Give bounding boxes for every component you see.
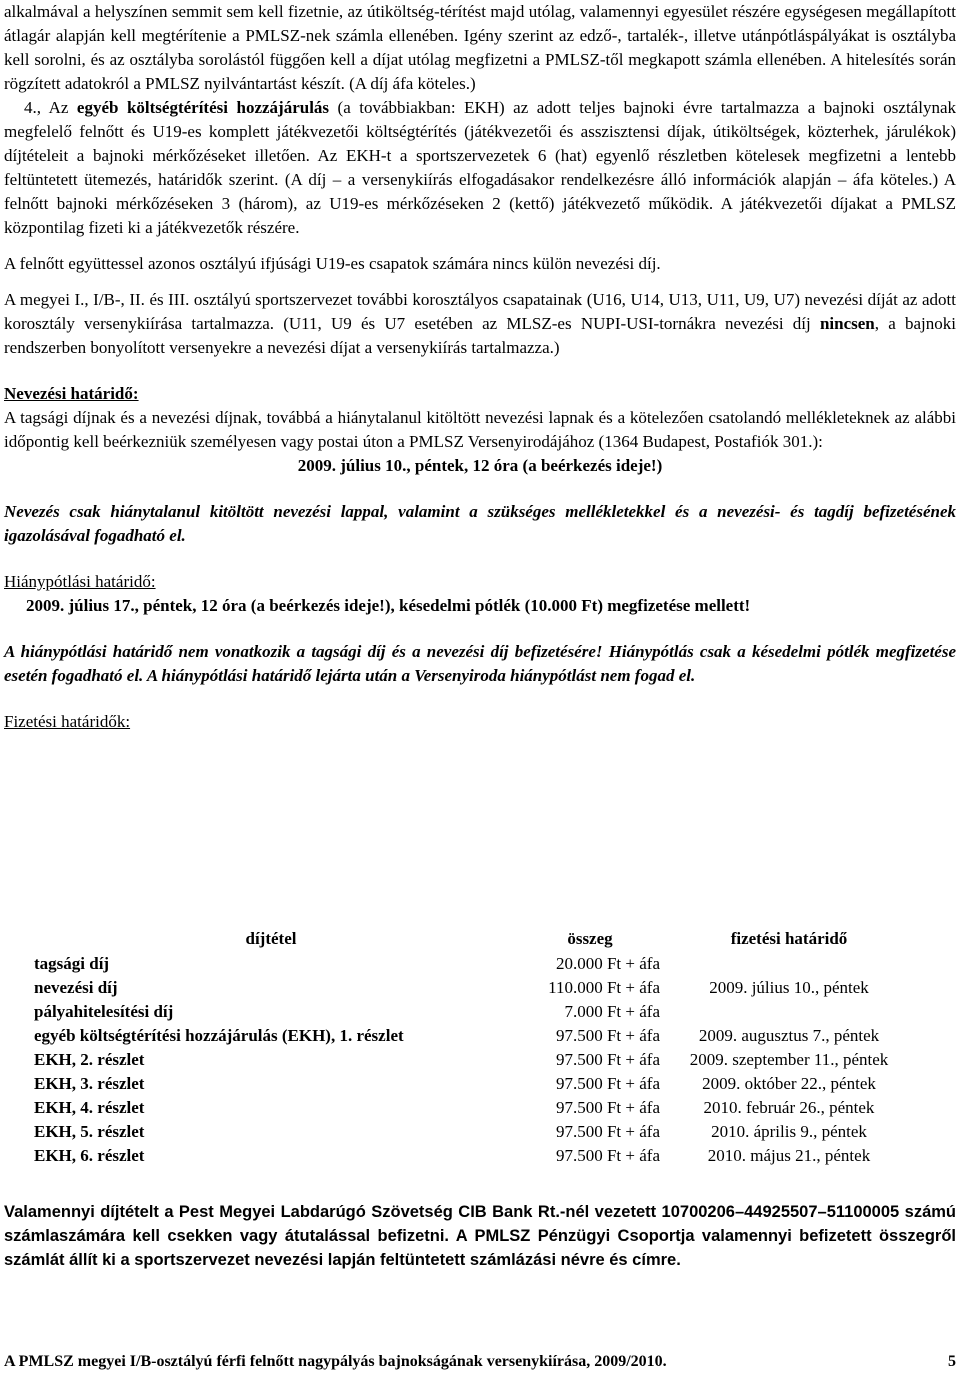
paragraph-age-groups-bold: nincsen — [819, 314, 875, 333]
fee-item: egyéb költségtérítési hozzájárulás (EKH), 1. részlet — [34, 1026, 404, 1045]
paragraph-ekh-number: 4. — [24, 98, 37, 117]
nevezesi-heading: Nevezési határidő: — [4, 384, 139, 403]
fee-item: nevezési díj — [34, 978, 118, 997]
paragraph-ekh-lead: , Az — [36, 98, 77, 117]
fee-due: 2010. április 9., péntek — [711, 1122, 867, 1141]
table-row — [28, 1144, 912, 1168]
hianypotlas-deadline: 2009. július 17., péntek, 12 óra (a beérkezés ideje!), késedelmi pótlék (10.000 Ft) megfizetése mellett! — [26, 596, 751, 615]
fee-amount: 110.000 Ft + áfa — [548, 978, 660, 997]
fee-item: EKH, 3. részlet — [34, 1074, 145, 1093]
paragraph-age-groups-a: A megyei I., I/B-, II. és III. osztályú sportszervezet további korosztályos csapatainak (U16, U14, U13, U11, U9, U7) nevezési díját az adott korosztály versenykiírása tartalmazza. (U11, U9 és U7 esetében az MLSZ-es NUPI-USI-tornákra nevezési díj — [4, 290, 956, 333]
fee-amount: 97.500 Ft + áfa — [555, 1074, 660, 1093]
nevezesi-deadline: 2009. július 10., péntek, 12 óra (a beérkezés ideje!) — [297, 456, 663, 475]
fee-col-item: díjtétel — [245, 929, 297, 948]
hianypotlas-heading: Hiánypótlási határidő: — [4, 572, 156, 591]
table-row — [28, 1048, 912, 1072]
fee-item: pályahitelesítési díj — [34, 1002, 174, 1021]
fee-amount: 97.500 Ft + áfa — [555, 1146, 660, 1165]
fee-item: EKH, 2. részlet — [34, 1050, 145, 1069]
footer-title: A PMLSZ megyei I/B-osztályú férfi felnőtt nagypályás bajnokságának versenykiírása, 2009/2010. — [4, 1353, 667, 1370]
paragraph-ekh-term: egyéb költségtérítési hozzájárulás — [76, 98, 330, 117]
fee-table-header — [28, 926, 912, 952]
table-row — [28, 1096, 912, 1120]
fee-amount: 97.500 Ft + áfa — [555, 1026, 660, 1045]
fee-due: 2009. október 22., péntek — [702, 1074, 876, 1093]
table-row — [28, 1120, 912, 1144]
fee-amount: 7.000 Ft + áfa — [564, 1002, 660, 1021]
paragraph-age-groups-b: , a bajnoki rendszerben bonyolított versenyekre a nevezési díjat a versenykiírás tartalmazza.) — [4, 314, 956, 357]
fee-amount: 20.000 Ft + áfa — [555, 954, 660, 973]
fee-amount: 97.500 Ft + áfa — [555, 1050, 660, 1069]
fee-item: tagsági díj — [34, 954, 110, 973]
paragraph-ekh-body: (a továbbiakban: EKH) az adott teljes bajnoki évre tartalmazza a bajnoki osztálynak megfelelő felnőtt és U19-es komplett játékvezetői költségtérítés (játékvezetői és asszisztensi díjak, útiköltségek, közterhek, járulékok) díjtételeit a bajnoki mérkőzéseket illetően. Az EKH-t a sportszervezetek 6 (hat) egyenlő részletben kötelesek megfizetni a lentebb feltüntetett ütemezés, határidők szerint. (A díj – a versenykiírás elfogadásakor rendelkezésre álló információk alapján – áfa köteles.) A felnőtt bajnoki mérkőzéseken 3 (három), az U19-es mérkőzéseken 2 (kettő) játékvezető működik. A játékvezetői díjakat a PMLSZ központilag fizeti ki a játékvezetők részére. — [4, 98, 956, 237]
paragraph-age-groups — [4, 288, 956, 360]
paragraph-fee-intro: alkalmával a helyszínen semmit sem kell fizetnie, az útiköltség-térítést majd utólag, valamennyi egyesület részére egységesen megállapított átlagár alapján kell megtérítenie a PMLSZ-nek számla ellenében. Igény szerint az edző-, tartalék-, illetve utánpótláspályákat is osztályba kell sorolni, és az osztályba sorolástól függően kell a díjat utólag megfizetni a PMLSZ-től megkapott számla ellenében. A hitelesítés során rögzített adatokról a PMLSZ nyilvántartást készít. (A díj áfa köteles.) — [4, 2, 956, 93]
bank-note: Valamennyi díjtételt a Pest Megyei Labdarúgó Szövetség CIB Bank Rt.-nél vezetett 10700206–44925507–51100005 számú számlaszámára kell csekken vagy átutalással befizetni. A PMLSZ Pénzügyi Csoportja valamennyi befizetett összegről számlát állít ki a sportszervezet nevezési lapján feltüntetett számlázási névre és címre. — [4, 1203, 956, 1269]
nevezesi-note: Nevezés csak hiánytalanul kitöltött nevezési lappal, valamint a szükséges mellékletekkel és a nevezési- és tagdíj befizetésének igazolásával fogadható el. — [4, 502, 956, 545]
page-footer — [4, 1352, 956, 1372]
nevezesi-body: A tagsági díjnak és a nevezési díjnak, továbbá a hiánytalanul kitöltött nevezési lapnak és a kötelezően csatolandó mellékleteknek az alábbi időpontig kell beérkezniük személyesen vagy postai úton a PMLSZ Versenyirodájához (1364 Budapest, Postafiók 301.): — [4, 408, 956, 451]
fee-due: 2010. május 21., péntek — [707, 1146, 871, 1165]
table-row — [28, 1072, 912, 1096]
table-row — [28, 1024, 912, 1048]
paragraph-u19: A felnőtt együttessel azonos osztályú ifjúsági U19-es csapatok számára nincs külön nevezési díj. — [4, 254, 661, 273]
hianypotlas-note: A hiánypótlási határidő nem vonatkozik a tagsági díj és a nevezési díj befizetésére! Hiánypótlás csak a késedelmi pótlék megfizetése esetén fogadható el. A hiánypótlási határidő lejárta után a Versenyiroda hiánypótlást nem fogad el. — [4, 642, 956, 685]
page-number: 5 — [948, 1353, 956, 1370]
fee-due: 2009. szeptember 11., péntek — [689, 1050, 889, 1069]
fee-amount: 97.500 Ft + áfa — [555, 1098, 660, 1117]
fee-due: 2010. február 26., péntek — [703, 1098, 875, 1117]
fee-due: 2009. augusztus 7., péntek — [698, 1026, 880, 1045]
fee-item: EKH, 5. részlet — [34, 1122, 145, 1141]
table-row — [28, 952, 912, 976]
fee-item: EKH, 4. részlet — [34, 1098, 145, 1117]
fee-table — [28, 926, 912, 1168]
fee-amount: 97.500 Ft + áfa — [555, 1122, 660, 1141]
document-page — [4, 0, 956, 734]
fee-col-due: fizetési határidő — [730, 929, 848, 948]
fee-col-amount: összeg — [567, 929, 613, 948]
fee-due: 2009. július 10., péntek — [709, 978, 869, 997]
paragraph-ekh — [4, 96, 956, 240]
fizetesi-heading: Fizetési határidők: — [4, 712, 131, 731]
fee-item: EKH, 6. részlet — [34, 1146, 145, 1165]
